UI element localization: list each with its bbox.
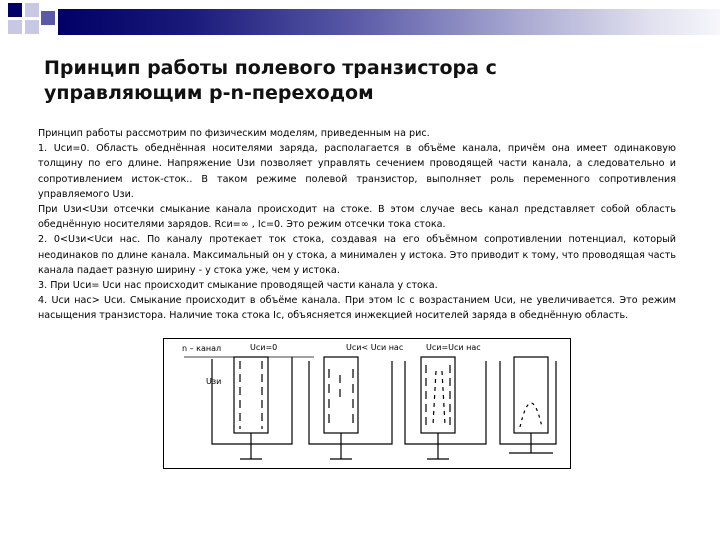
title-line-2: управляющим p-n-переходом [44,82,374,104]
header-gradient-bar [58,9,720,35]
deco-square [25,3,39,17]
paragraph: Принцип работы рассмотрим по физическим моделям, приведенным на рис. [38,128,430,139]
label-uci-equal: Uси=Uси нас [426,343,481,352]
paragraph: При Uзи<Uзи отсечки смыкание канала происходит на стоке. В этом случае весь канал представляет собой область обеднённую носителями зарядов. Rси=∞ , Iс=0. Это режим отсечки тока стока. [38,204,676,231]
label-uzi: Uзи [206,377,222,386]
label-n-channel: n – канал [182,344,222,353]
deco-square [25,20,39,34]
model-2 [309,357,392,459]
paragraph: 2. 0<Uзи<Uси нас. По каналу протекает ток стока, создавая на его объёмном сопротивлении потенциал, который неодинаков по длине канала. Максимальный он у стока, а минимален у истока. Это приводит к тому, что проводящая часть канала падает разную ширину - у стока уже, чем у истока. [38,234,676,276]
header-decoration [0,0,720,44]
model-3 [405,357,486,459]
label-uci-0: Uси=0 [250,343,278,352]
diagram-svg [164,339,572,470]
body-text [38,126,676,324]
deco-square [8,20,22,34]
model-4 [500,357,556,453]
slide-title [44,56,684,106]
title-line-1: Принцип работы полевого транзистора с [44,57,497,79]
model-1 [184,357,314,459]
paragraph: 4. Uси нас> Uси. Смыкание происходит в объёме канала. При этом Iс с возрастанием Uси, не увеличивается. Это режим насыщения транзистора. Наличие тока стока Iс, объясняется инжекцией носителей заряда в обеднённую область. [38,295,676,322]
paragraph: 1. Uси=0. Область обеднённая носителями заряда, располагается в объёме канала, причём она имеет одинаковую толщину по его длине. Напряжение Uзи позволяет управлять сечением проводящей части канала, а следовательно и сопротивлением исток-сток.. В таком режиме полевой транзистор, выполняет роль переменного сопротивления управляемого Uзи. [38,143,676,200]
transistor-diagram [163,338,571,469]
paragraph: 3. При Uси= Uси нас происходит смыкание проводящей части канала у стока. [38,280,438,292]
deco-square [8,3,22,17]
label-uci-less: Uси< Uси нас [346,343,404,352]
deco-square [41,11,55,25]
